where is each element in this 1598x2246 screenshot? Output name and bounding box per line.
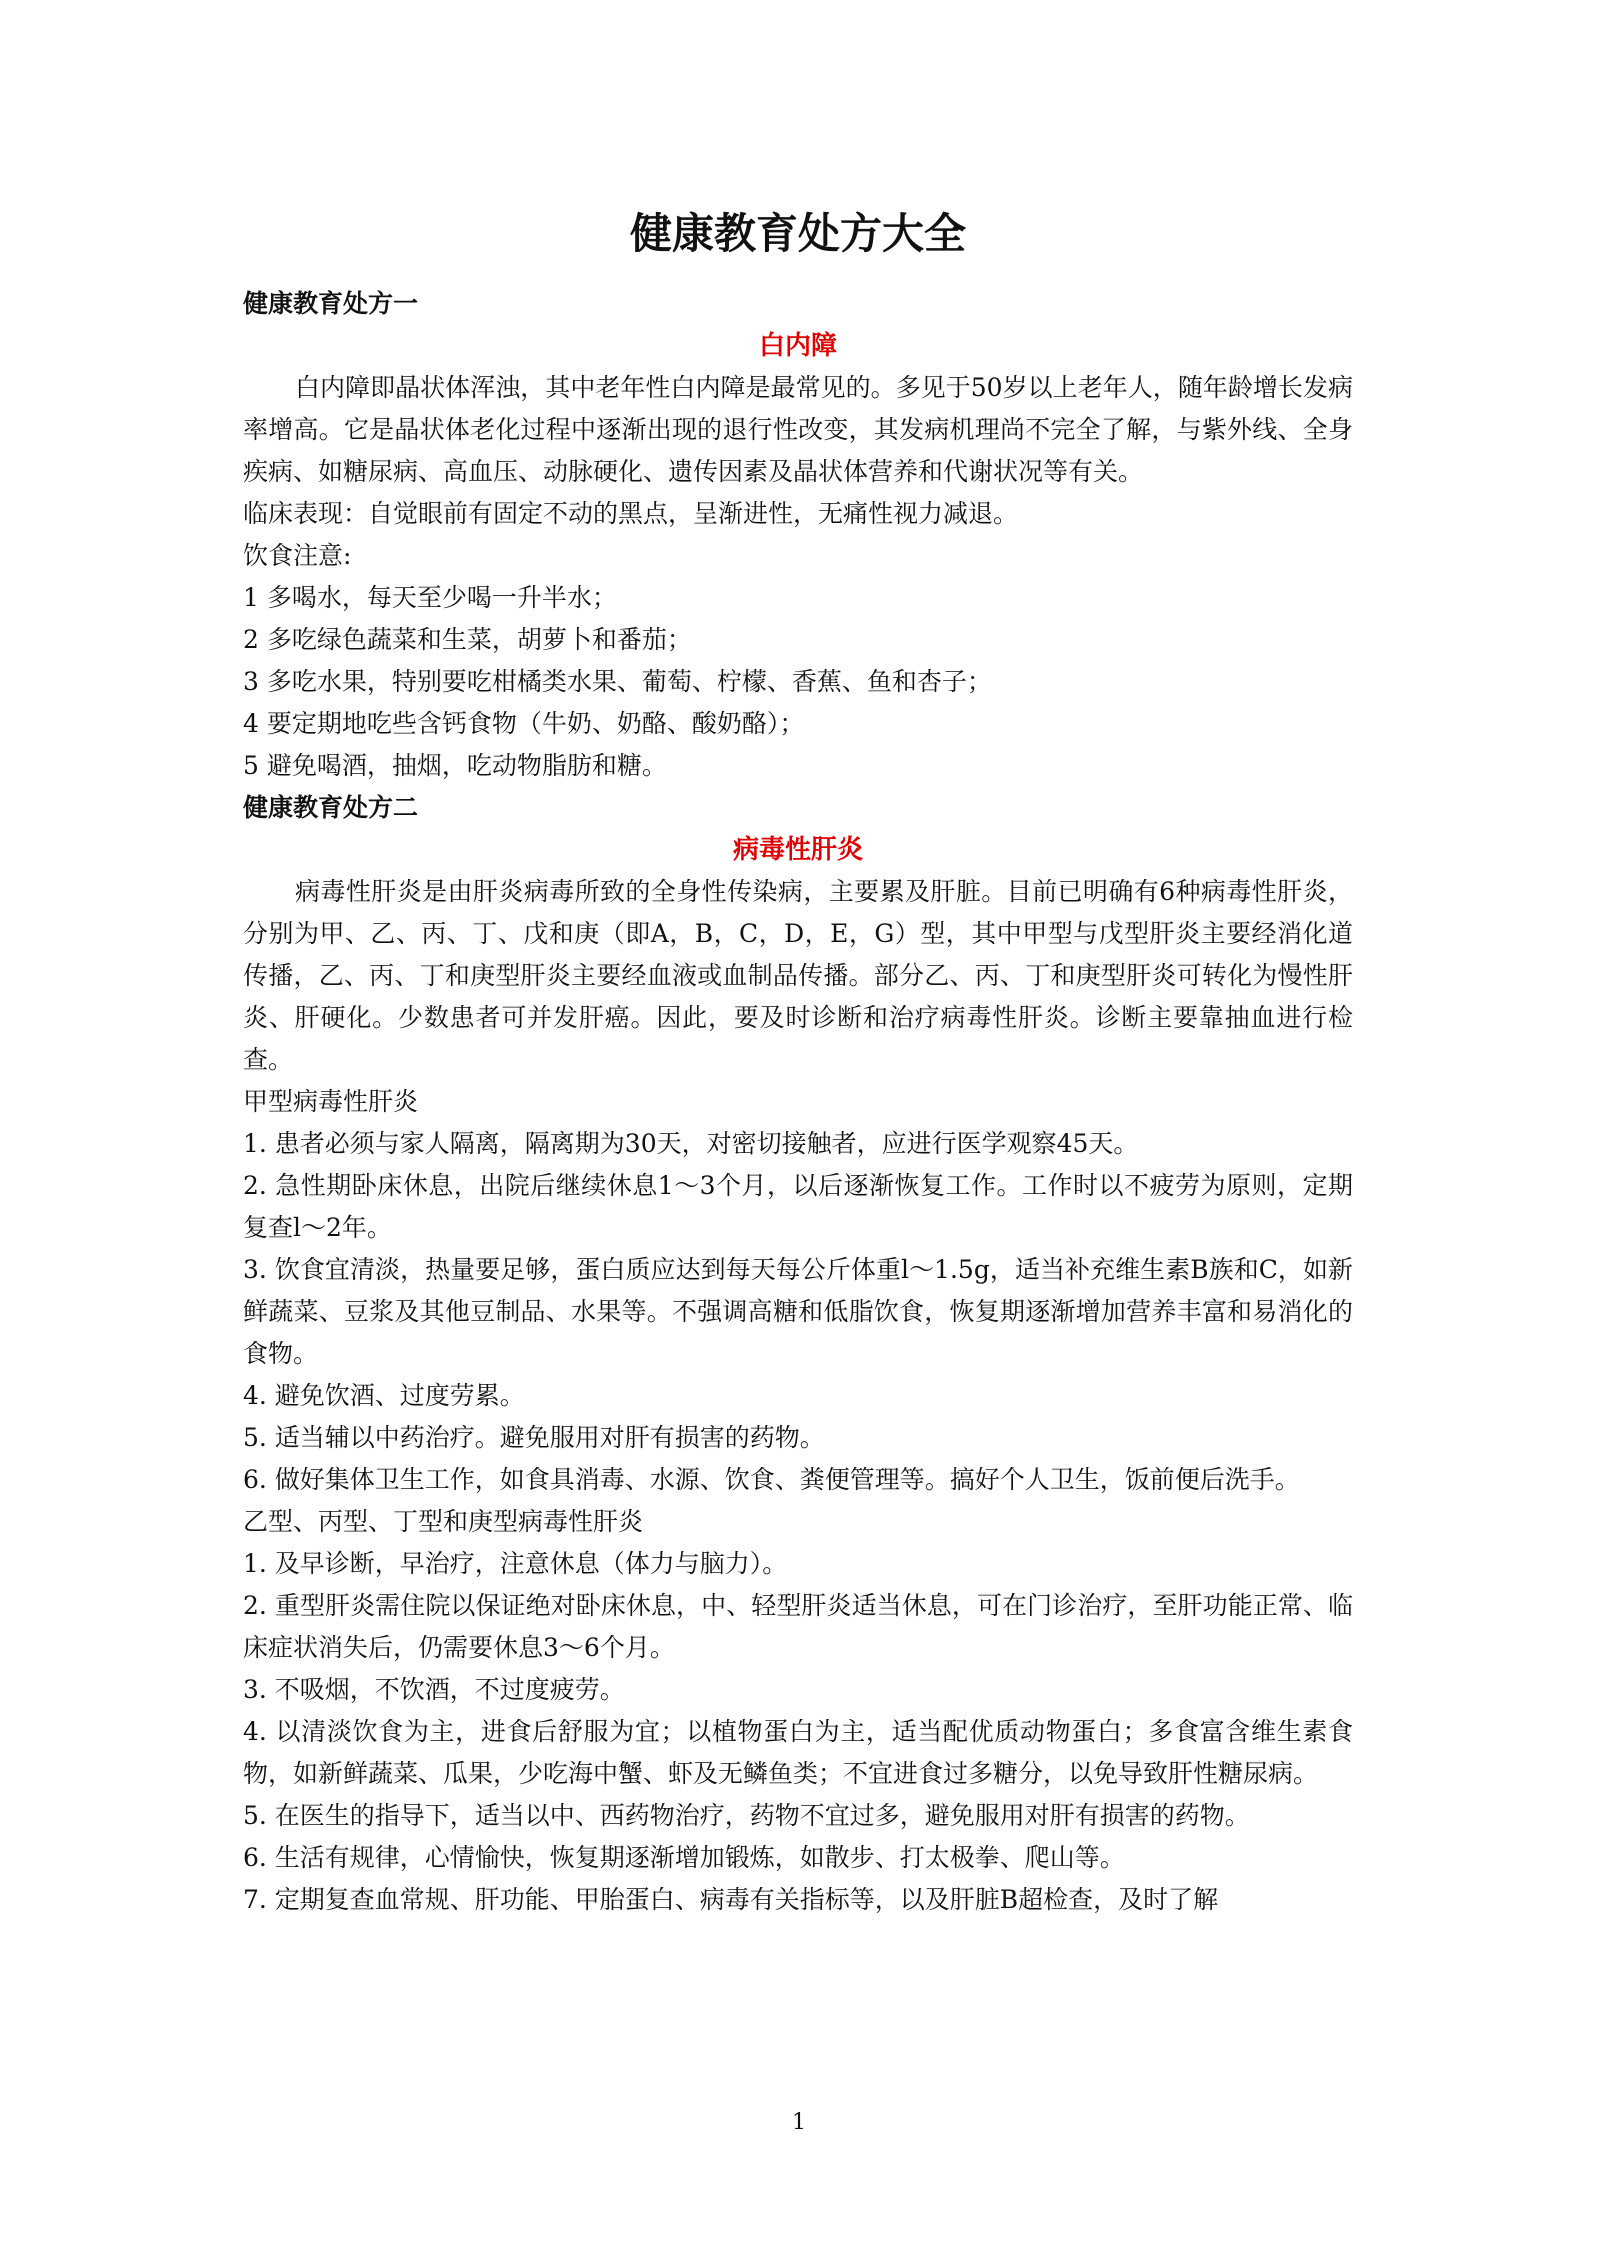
topic-title-hepatitis: 病毒性肝炎 — [732, 835, 863, 865]
page-content — [243, 205, 1353, 1921]
list-item: 4. 以清淡饮食为主，进食后舒服为宜；以植物蛋白为主，适当配优质动物蛋白；多食富含维生素食物，如新鲜蔬菜、瓜果，少吃海中蟹、虾及无鳞鱼类；不宜进食过多糖分，以免导致肝性糖尿病。 — [243, 1717, 1353, 1788]
list-item: 3. 不吸烟，不饮酒，不过度疲劳。 — [243, 1675, 625, 1704]
section-heading-2: 健康教育处方二 — [243, 793, 419, 822]
list-item: 3 多吃水果，特别要吃柑橘类水果、葡萄、柠檬、香蕉、鱼和杏子； — [243, 667, 992, 696]
page-title: 健康教育处方大全 — [629, 209, 966, 258]
list-item: 1. 及早诊断，早治疗，注意休息（体力与脑力）。 — [243, 1549, 788, 1578]
list-item: 5. 在医生的指导下，适当以中、西药物治疗，药物不宜过多，避免服用对肝有损害的药物。 — [243, 1801, 1250, 1830]
diet-label: 饮食注意: — [243, 541, 352, 570]
list-item: 6. 生活有规律，心情愉快，恢复期逐渐增加锻炼，如散步、打太极拳、爬山等。 — [243, 1843, 1125, 1872]
list-item: 3. 饮食宜清淡，热量要足够，蛋白质应达到每天每公斤体重l～1.5g，适当补充维生素B族和C，如新鲜蔬菜、豆浆及其他豆制品、水果等。不强调高糖和低脂饮食，恢复期逐渐增加营养丰富和易消化的食物。 — [243, 1255, 1353, 1368]
list-item: 2 多吃绿色蔬菜和生菜，胡萝卜和番茄； — [243, 625, 692, 654]
subheading-hepatitis-bcdg: 乙型、丙型、丁型和庚型病毒性肝炎 — [243, 1507, 644, 1536]
list-item: 4 要定期地吃些含钙食物（牛奶、奶酪、酸奶酪）； — [243, 709, 805, 738]
page-number: 1 — [792, 2110, 806, 2135]
list-item: 7. 定期复查血常规、肝功能、甲胎蛋白、病毒有关指标等，以及肝脏B超检查，及时了解 — [243, 1885, 1219, 1914]
section-heading-1: 健康教育处方一 — [243, 289, 419, 318]
topic-title-cataract: 白内障 — [758, 331, 837, 361]
list-item: 6. 做好集体卫生工作，如食具消毒、水源、饮食、粪便管理等。搞好个人卫生，饭前便后洗手。 — [243, 1465, 1300, 1494]
paragraph-clinical: 临床表现：自觉眼前有固定不动的黑点，呈渐进性，无痛性视力减退。 — [243, 499, 1019, 528]
paragraph-intro: 病毒性肝炎是由肝炎病毒所致的全身性传染病，主要累及肝脏。目前已明确有6种病毒性肝炎，分别为甲、乙、丙、丁、戊和庚（即A，B，C，D，E，G）型，其中甲型与戊型肝炎主要经消化道传播，乙、丙、丁和庚型肝炎主要经血液或血制品传播。部分乙、丙、丁和庚型肝炎可转化为慢性肝炎、肝硬化。少数患者可并发肝癌。因此，要及时诊断和治疗病毒性肝炎。诊断主要靠抽血进行检查。 — [243, 877, 1353, 1074]
list-item: 5 避免喝酒，抽烟，吃动物脂肪和糖。 — [243, 751, 667, 780]
list-item: 4. 避免饮酒、过度劳累。 — [243, 1381, 525, 1410]
list-item: 1. 患者必须与家人隔离，隔离期为30天，对密切接触者，应进行医学观察45天。 — [243, 1129, 1139, 1158]
list-item: 1 多喝水，每天至少喝一升半水； — [243, 583, 617, 612]
list-item: 2. 急性期卧床休息，出院后继续休息1～3个月，以后逐渐恢复工作。工作时以不疲劳为原则，定期复查l～2年。 — [243, 1171, 1353, 1242]
list-item: 2. 重型肝炎需住院以保证绝对卧床休息，中、轻型肝炎适当休息，可在门诊治疗，至肝功能正常、临床症状消失后，仍需要休息3～6个月。 — [243, 1591, 1353, 1662]
paragraph-intro: 白内障即晶状体浑浊，其中老年性白内障是最常见的。多见于50岁以上老年人，随年龄增长发病率增高。它是晶状体老化过程中逐渐出现的退行性改变，其发病机理尚不完全了解，与紫外线、全身疾病、如糖尿病、高血压、动脉硬化、遗传因素及晶状体营养和代谢状况等有关。 — [243, 373, 1353, 486]
subheading-hepatitis-a: 甲型病毒性肝炎 — [243, 1087, 419, 1116]
list-item: 5. 适当辅以中药治疗。避免服用对肝有损害的药物。 — [243, 1423, 825, 1452]
